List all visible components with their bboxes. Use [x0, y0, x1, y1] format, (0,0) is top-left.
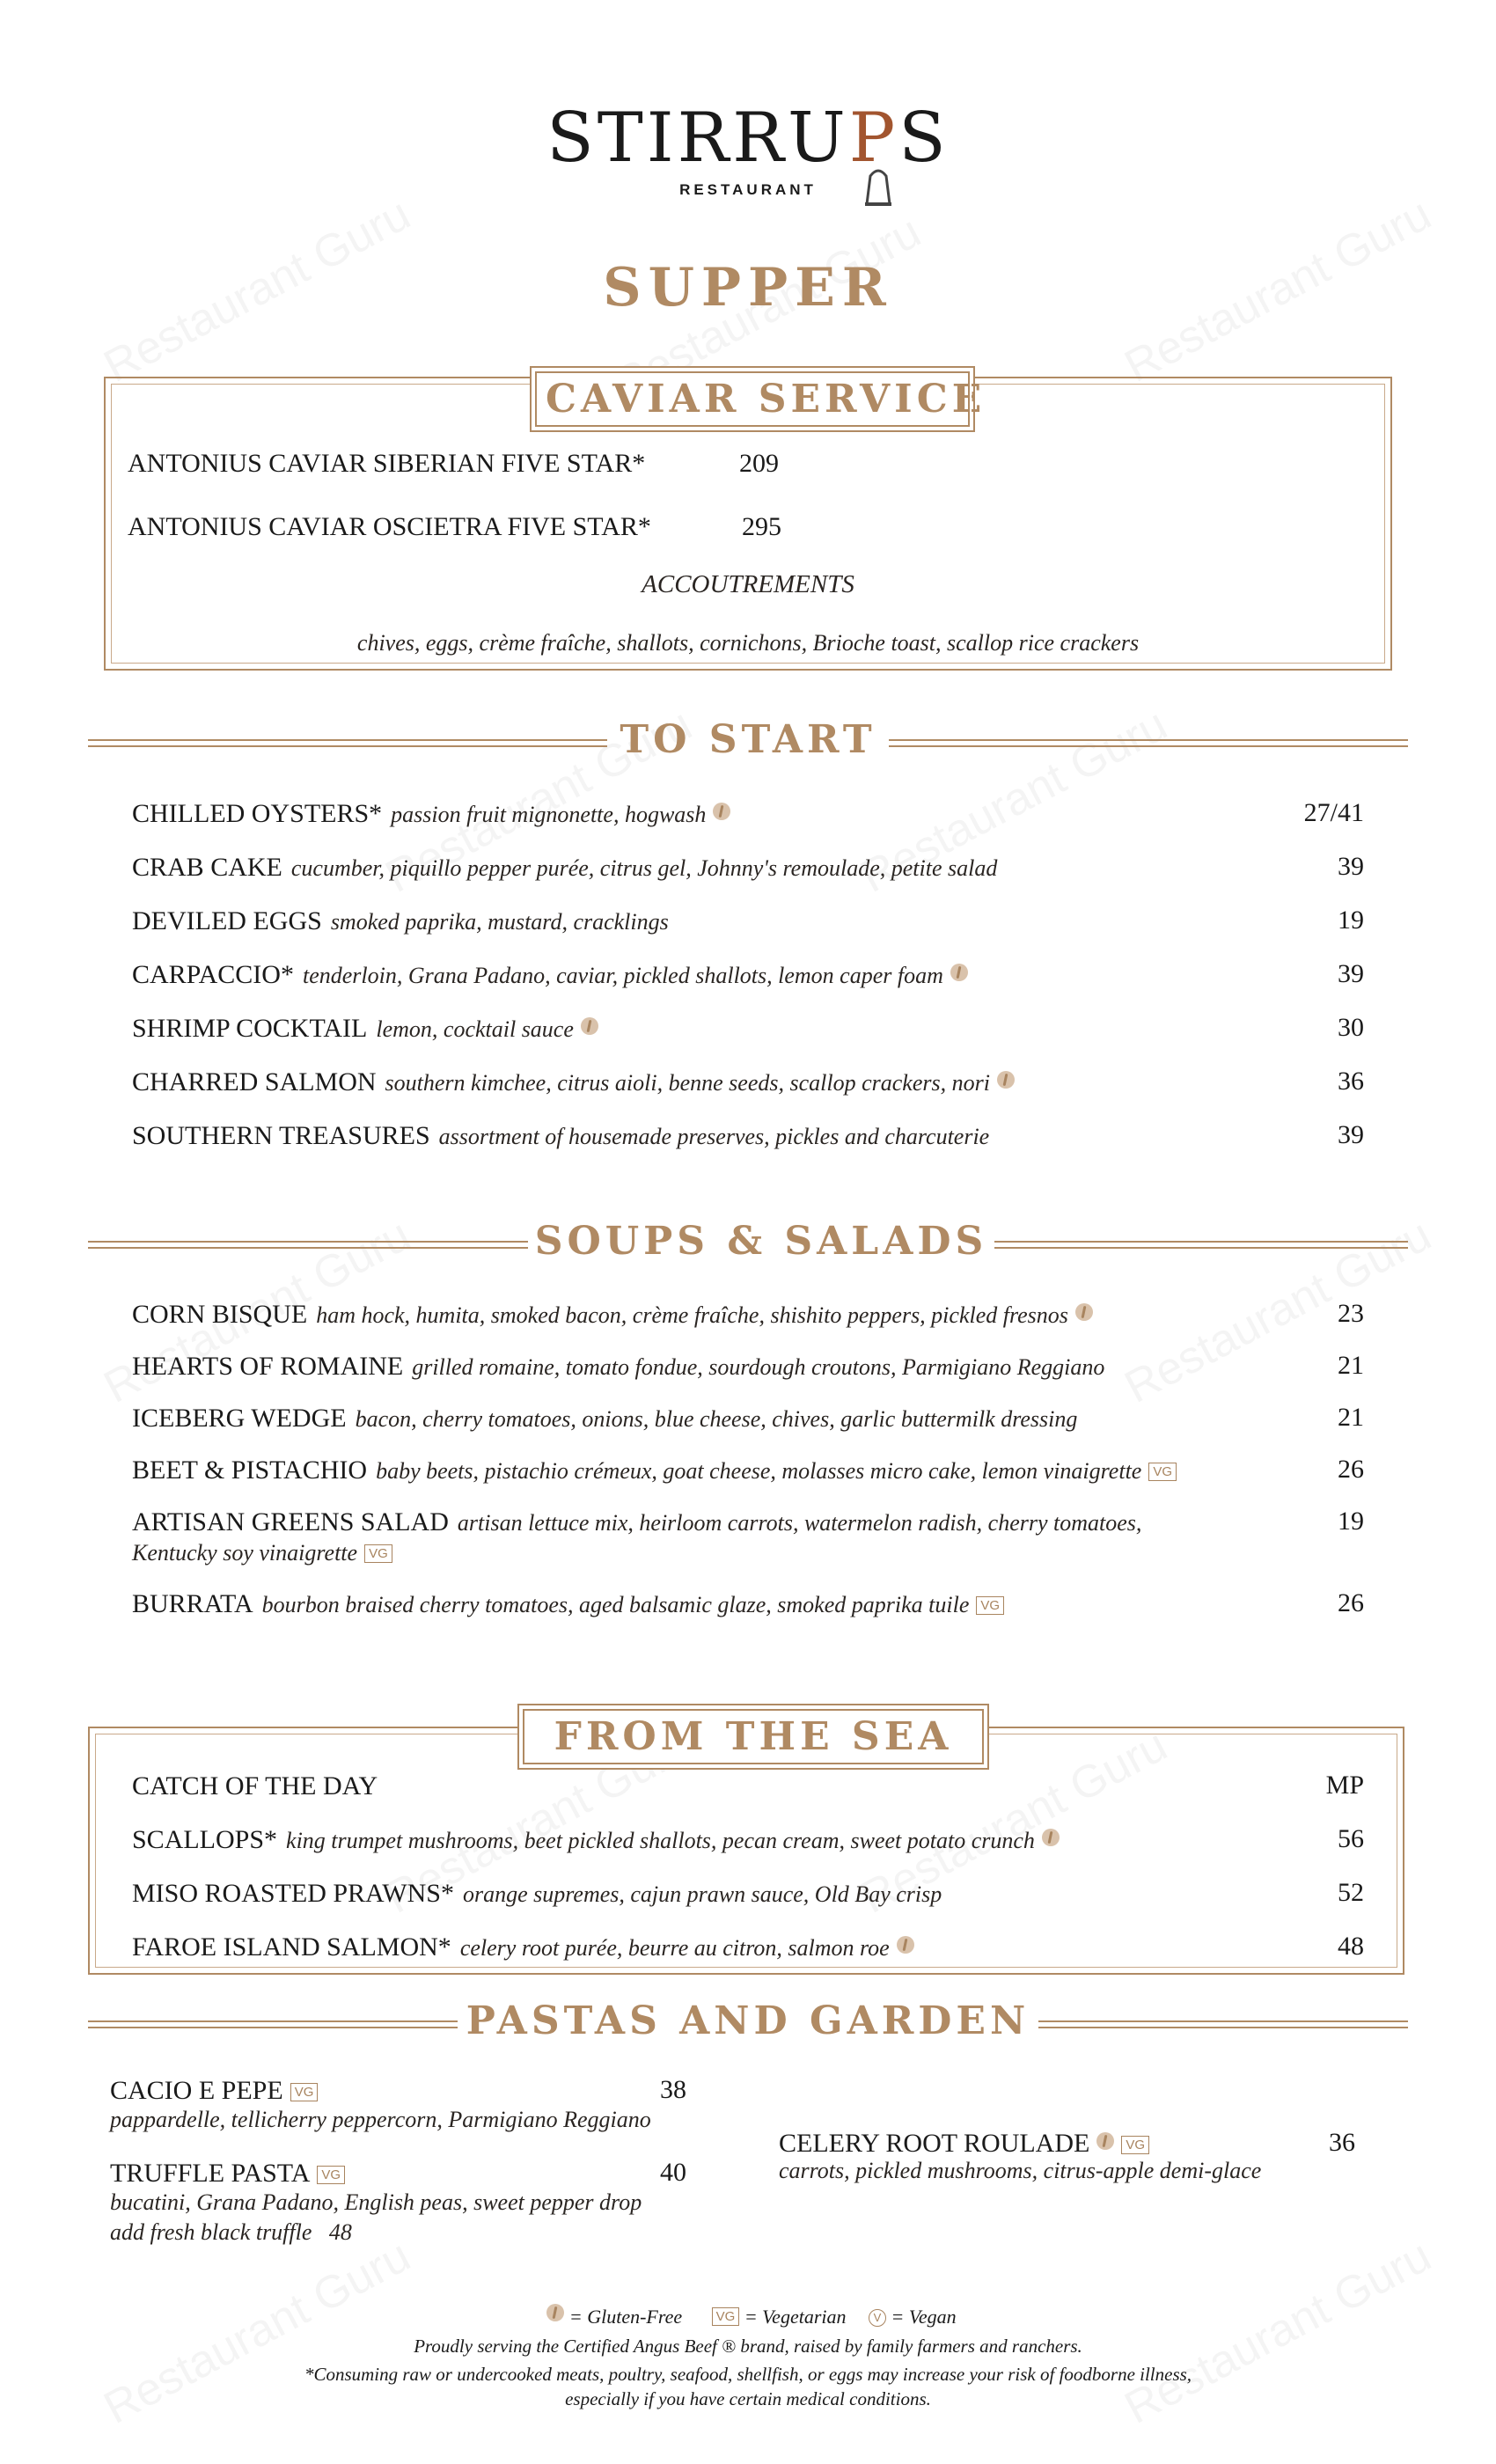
- section-rule: [88, 1241, 528, 1243]
- item-price: 19: [1338, 1507, 1364, 1536]
- vegetarian-icon: VG: [1148, 1463, 1177, 1481]
- menu-item: [132, 1067, 1015, 1097]
- item-description: smoked paprika, mustard, cracklings: [330, 909, 669, 935]
- gluten-free-icon: [1096, 2132, 1114, 2150]
- section-rule: [994, 1241, 1408, 1243]
- legend-gluten-free: = Gluten-Free: [568, 2306, 683, 2328]
- addon-price: 48: [328, 2219, 352, 2245]
- section-title-soups: SOUPS & SALADS: [534, 1219, 988, 1264]
- item-name: CELERY ROOT ROULADE: [779, 2129, 1090, 2158]
- item-description: carrots, pickled mushrooms, citrus-apple demi-glace: [779, 2158, 1262, 2183]
- item-description: southern kimchee, citrus aioli, benne seeds, scallop crackers, nori: [385, 1070, 990, 1096]
- menu-item: [132, 1120, 989, 1151]
- menu-item: [132, 798, 730, 829]
- gluten-free-icon: [713, 803, 730, 820]
- item-description: celery root purée, beurre au citron, salmon roe: [459, 1935, 890, 1961]
- item-description: bacon, cherry tomatoes, onions, blue cheese, chives, garlic buttermilk dressing: [355, 1406, 1078, 1432]
- item-price: 19: [1338, 906, 1364, 935]
- menu-item: [132, 1771, 378, 1801]
- item-name: HEARTS OF ROMAINE: [132, 1352, 404, 1381]
- item-name: CHILLED OYSTERS*: [132, 799, 383, 828]
- item-price: 36: [1338, 1067, 1364, 1096]
- gluten-free-icon: [997, 1071, 1015, 1089]
- menu-item: [132, 1588, 1004, 1619]
- gluten-free-icon: [1075, 1303, 1093, 1321]
- item-price: 56: [1338, 1824, 1364, 1853]
- item-price: 38: [660, 2075, 686, 2104]
- menu-item-cacio: [110, 2075, 318, 2106]
- gluten-free-icon: [950, 964, 968, 981]
- item-description: baby beets, pistachio crémeux, goat cheese, molasses micro cake, lemon vinaigrette: [376, 1458, 1142, 1484]
- section-rule: [88, 739, 607, 741]
- menu-item: [132, 1013, 598, 1044]
- vegetarian-icon: VG: [290, 2083, 319, 2101]
- menu-item: [132, 1299, 1093, 1330]
- menu-item-celery: [779, 2128, 1149, 2159]
- vegetarian-icon: VG: [976, 1596, 1004, 1615]
- item-price: 39: [1338, 1120, 1364, 1149]
- item-name: BEET & PISTACHIO: [132, 1456, 368, 1485]
- caviar-item-name: ANTONIUS CAVIAR OSCIETRA FIVE STAR*: [128, 512, 651, 541]
- footer-disclaimer-cont: especially if you have certain medical conditions.: [565, 2388, 931, 2409]
- item-name: ARTISAN GREENS SALAD: [132, 1507, 449, 1536]
- menu-title: SUPPER: [603, 257, 893, 319]
- legend-vegetarian: = Vegetarian: [744, 2306, 847, 2328]
- brand-name-letter: P: [848, 99, 899, 178]
- item-name: CRAB CAKE: [132, 853, 282, 882]
- item-name: MISO ROASTED PRAWNS*: [132, 1879, 454, 1908]
- menu-item: [132, 1455, 1177, 1485]
- item-name: BURRATA: [132, 1589, 253, 1618]
- item-price: 26: [1338, 1455, 1364, 1484]
- footer-angus: Proudly serving the Certified Angus Beef ® brand, raised by family farmers and ranchers.: [414, 2336, 1082, 2357]
- vegetarian-icon: VG: [364, 1544, 392, 1563]
- item-description: bucatini, Grana Padano, English peas, sweet pepper drop: [110, 2189, 642, 2215]
- caviar-item-price: 295: [742, 512, 781, 541]
- item-name: DEVILED EGGS: [132, 906, 322, 935]
- item-name: CACIO E PEPE: [110, 2076, 283, 2105]
- legend-vegan: = Vegan: [891, 2306, 957, 2328]
- item-description: bourbon braised cherry tomatoes, aged balsamic glaze, smoked paprika tuile: [261, 1592, 970, 1617]
- section-title-pastas: PASTAS AND GARDEN: [466, 1998, 1030, 2043]
- item-name: FAROE ISLAND SALMON*: [132, 1932, 451, 1962]
- item-description: ham hock, humita, smoked bacon, crème fraîche, shishito peppers, pickled fresnos: [316, 1302, 1068, 1328]
- item-name: SOUTHERN TREASURES: [132, 1121, 430, 1150]
- section-title-sea: FROM THE SEA: [523, 1709, 984, 1764]
- item-description: assortment of housemade preserves, pickles and charcuterie: [438, 1124, 990, 1149]
- gluten-free-icon: [897, 1936, 914, 1954]
- item-price: 48: [1338, 1932, 1364, 1961]
- menu-item: [132, 1932, 914, 1962]
- section-title-to-start: TO START: [620, 717, 876, 762]
- menu-item: [132, 1351, 1104, 1382]
- item-price: 52: [1338, 1878, 1364, 1907]
- caviar-item-price: 209: [739, 449, 779, 478]
- item-description: passion fruit mignonette, hogwash: [391, 802, 707, 827]
- brand-name-part: STIRRU: [546, 99, 849, 178]
- item-price: 40: [660, 2158, 686, 2187]
- vegetarian-icon: VG: [712, 2307, 740, 2326]
- item-description-cont: [132, 1536, 392, 1566]
- gluten-free-icon: [1042, 1829, 1060, 1846]
- brand-subtitle: RESTAURANT: [679, 181, 817, 198]
- footer-disclaimer: *Consuming raw or undercooked meats, poultry, seafood, shellfish, or eggs may increase your risk of foodborne illness,: [304, 2364, 1192, 2385]
- brand-logo: [0, 99, 1496, 178]
- item-price: 23: [1338, 1299, 1364, 1328]
- item-name: CORN BISQUE: [132, 1300, 308, 1329]
- item-description: grilled romaine, tomato fondue, sourdough croutons, Parmigiano Reggiano: [412, 1354, 1105, 1380]
- menu-item: [132, 1403, 1077, 1434]
- item-name: CATCH OF THE DAY: [132, 1771, 378, 1800]
- item-description: king trumpet mushrooms, beet pickled shallots, pecan cream, sweet potato crunch: [286, 1828, 1035, 1853]
- section-rule: [88, 2020, 458, 2022]
- item-name: CARPACCIO*: [132, 960, 294, 989]
- item-description: pappardelle, tellicherry peppercorn, Parmigiano Reggiano: [110, 2107, 651, 2132]
- item-name: SCALLOPS*: [132, 1825, 278, 1854]
- item-description: Kentucky soy vinaigrette: [132, 1540, 358, 1566]
- menu-item: [132, 1878, 942, 1909]
- item-price: MP: [1325, 1771, 1364, 1800]
- section-title-caviar: CAVIAR SERVICE: [535, 371, 970, 427]
- section-rule: [1038, 2020, 1408, 2022]
- item-price: 39: [1338, 959, 1364, 988]
- item-price: 30: [1338, 1013, 1364, 1042]
- accoutrements-list: chives, eggs, crème fraîche, shallots, cornichons, Brioche toast, scallop rice crackers: [356, 630, 1140, 656]
- gluten-free-icon: [546, 2304, 564, 2321]
- menu-item: [132, 852, 997, 883]
- item-name: CHARRED SALMON: [132, 1067, 377, 1096]
- item-price: 27/41: [1303, 798, 1364, 827]
- dietary-legend: [0, 2304, 1496, 2328]
- item-description: orange supremes, cajun prawn sauce, Old Bay crisp: [462, 1881, 942, 1907]
- item-addon: [110, 2219, 352, 2246]
- item-name: ICEBERG WEDGE: [132, 1404, 347, 1433]
- item-description: lemon, cocktail sauce: [376, 1016, 574, 1042]
- item-name: SHRIMP COCKTAIL: [132, 1014, 368, 1043]
- menu-item: [132, 906, 669, 936]
- item-price: 36: [1329, 2128, 1355, 2157]
- vegetarian-icon: VG: [1121, 2136, 1149, 2154]
- item-name: TRUFFLE PASTA: [110, 2159, 311, 2188]
- item-price: 26: [1338, 1588, 1364, 1617]
- item-price: 39: [1338, 852, 1364, 881]
- item-price: 21: [1338, 1351, 1364, 1380]
- gluten-free-icon: [581, 1017, 598, 1035]
- item-description: cucumber, piquillo pepper purée, citrus gel, Johnny's remoulade, petite salad: [290, 855, 998, 881]
- brand-name-part: S: [898, 99, 950, 178]
- item-description: tenderloin, Grana Padano, caviar, pickled shallots, lemon caper foam: [302, 963, 943, 988]
- menu-item: [132, 1824, 1060, 1855]
- vegetarian-icon: VG: [317, 2166, 345, 2184]
- vegan-icon: V: [869, 2309, 886, 2327]
- menu-item: [132, 1507, 1141, 1537]
- section-rule: [889, 739, 1408, 741]
- addon-text: add fresh black truffle: [110, 2219, 312, 2245]
- item-price: 21: [1338, 1403, 1364, 1432]
- accoutrements-title: ACCOUTREMENTS: [642, 570, 854, 598]
- menu-item: [132, 959, 968, 990]
- caviar-item-name: ANTONIUS CAVIAR SIBERIAN FIVE STAR*: [128, 449, 646, 478]
- item-description: artisan lettuce mix, heirloom carrots, watermelon radish, cherry tomatoes,: [457, 1510, 1142, 1536]
- menu-item-truffle: [110, 2158, 345, 2189]
